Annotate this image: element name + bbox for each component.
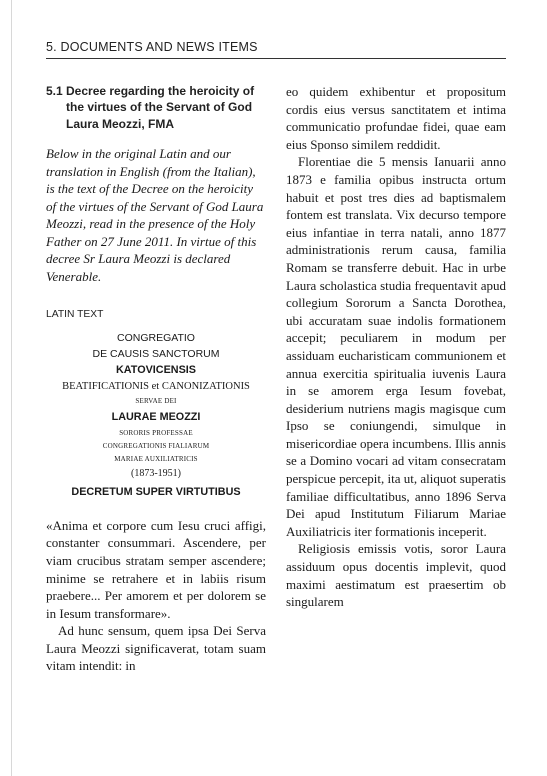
- decree-line-congregatio: CONGREGATIO: [117, 332, 195, 345]
- paragraph: Ad hunc sensum, quem ipsa Dei Serva Laura Meozzi significaverat, totam suam vitam intendit: in: [46, 623, 266, 674]
- header-rule: [46, 58, 506, 59]
- decree-line-causis: DE CAUSIS SANCTORUM: [92, 348, 220, 361]
- binding-edge: [11, 0, 12, 776]
- paragraph: Religiosis emissis votis, soror Laura assiduum opus docentis implevit, quod maximi aestimatum est praesertim ob singularem: [286, 541, 506, 610]
- section-intro: Below in the original Latin and our translation in English (from the Italian), is the text of the Decree on the heroicity of the virtues of the Servant of God Laura Meozzi, read in the presence of the Holy Father on 27 June 2011. In virtue of this decree Sr Laura Meozzi is declared Venerable.: [46, 146, 264, 284]
- latin-text-label: LATIN TEXT: [46, 309, 104, 321]
- running-header: 5. DOCUMENTS AND NEWS ITEMS: [46, 40, 258, 54]
- decree-line-laurae: LAURAE MEOZZI: [111, 410, 201, 423]
- section-title: 5.1 Decree regarding the heroicity of the virtues of the Servant of God Laura Meozzi, FMA: [46, 84, 255, 131]
- decree-line-sororis: SORORIS PROFESSAE: [119, 428, 193, 437]
- left-column: [46, 83, 266, 675]
- decretum-title: DECRETUM SUPER VIRTUTIBUS: [71, 485, 241, 498]
- decree-line-beatificationis: BEATIFICATIONIS et CANONIZATIONIS: [62, 380, 250, 392]
- paragraph: «Anima et corpore cum Iesu cruci affigi, constanter consummari. Ascendere, per viam crucibus stratam semper ascendere; minime se retrahere et in labiis risum praebere... Per amorem et per dolorem se in Iesum transformare».: [46, 517, 266, 621]
- left-body: [46, 517, 266, 675]
- decree-heading: [46, 330, 266, 499]
- right-column: [286, 83, 506, 611]
- decree-line-mariae: MARIAE AUXILIATRICIS: [114, 454, 198, 463]
- paragraph: eo quidem exhibentur et propositum cordis eius versus sanctitatem et intima communicatio profundae fidei, quae eam eius Sponso similem reddidit.: [286, 84, 506, 152]
- decree-line-katovicensis: KATOVICENSIS: [116, 364, 196, 377]
- decree-line-congregationis: CONGREGATIONIS FIALIARUM: [102, 441, 210, 450]
- decree-line-servae: SERVAE DEI: [135, 396, 177, 405]
- decree-line-dates: (1873-1951): [131, 467, 181, 479]
- paragraph: Florentiae die 5 mensis Ianuarii anno 1873 e familia opibus instructa ortum habuit et post tres dies ad baptismalem fontem est translata. Vix decurso tempore eius infantiae in terra natali, anno 1877 administrationis rerum causa, familia Romam se transferre debuit. Hac in urbe Laura scholastica studia frequentavit apud collegium Sororum a Sancta Dorothea, ubi accuratam suae indolis formationem accepit; peculiarem in modum per assiduam eucharisticam communionem et annua exercitia spiritualia iuvenis Laura in se amorem erga Iesum fovebat, desiderium nutriens magis magisque cum Ipso se coniungendi, simulque in misericordiae opera incumbens. Illis annis se a Domino vocari ad vitam consecratam perspicue percepit, ita ut, aliquot superatis familiae difficultatibus, anno 1896 Serva Dei apud Institutum Filiarum Mariae Auxiliatricis iter formationis inceperit.: [286, 154, 506, 539]
